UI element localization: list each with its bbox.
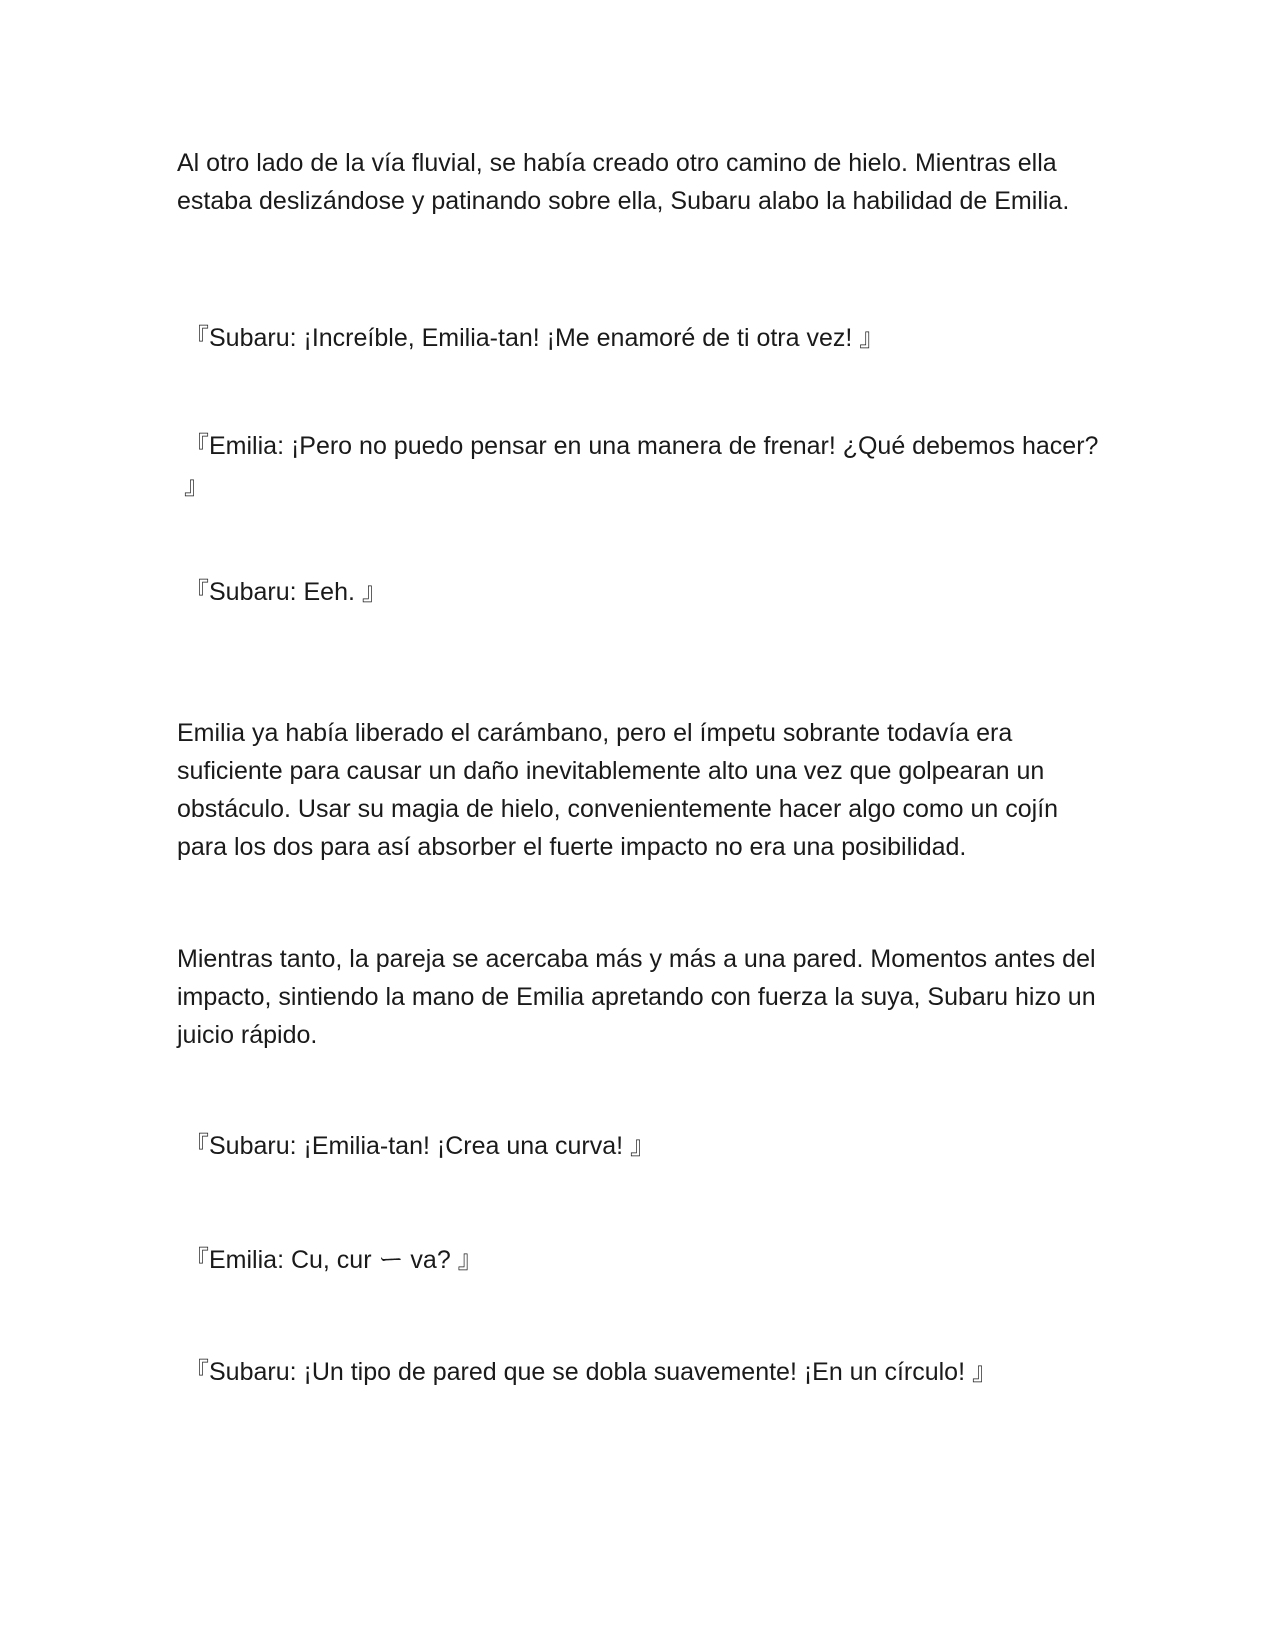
narration-paragraph: Emilia ya había liberado el carámbano, pero el ímpetu sobrante todavía era suficiente para causar un daño inevitablemente alto una vez que golpearan un obstáculo. Usar su magia de hielo, convenientemente hacer algo como un cojín para los dos para así absorber el fuerte impacto no era una posibilidad. bbox=[177, 719, 1059, 861]
narration-paragraph: Mientras tanto, la pareja se acercaba más y más a una pared. Momentos antes del impacto, sintiendo la mano de Emilia apretando con fuerza la suya, Subaru hizo un juicio rápido. bbox=[177, 945, 1096, 1049]
dialogue-line: 『Subaru: ¡Un tipo de pared que se dobla suavemente! ¡En un círculo! 』 bbox=[184, 1358, 997, 1386]
dialogue-line: 『Emilia: ¡Pero no puedo pensar en una manera de frenar! ¿Qué debemos hacer? 』 bbox=[184, 432, 1099, 500]
dialogue-line: 『Subaru: ¡Emilia-tan! ¡Crea una curva! 』 bbox=[184, 1132, 656, 1160]
narration-paragraph: Al otro lado de la vía fluvial, se había creado otro camino de hielo. Mientras ella estaba deslizándose y patinando sobre ella, Subaru alabo la habilidad de Emilia. bbox=[177, 149, 1070, 215]
dialogue-line: 『Subaru: ¡Increíble, Emilia-tan! ¡Me enamoré de ti otra vez! 』 bbox=[184, 324, 885, 352]
dialogue-line: 『Emilia: Cu, cur ー va? 』 bbox=[184, 1246, 483, 1274]
dialogue-line: 『Subaru: Eeh. 』 bbox=[184, 578, 387, 606]
